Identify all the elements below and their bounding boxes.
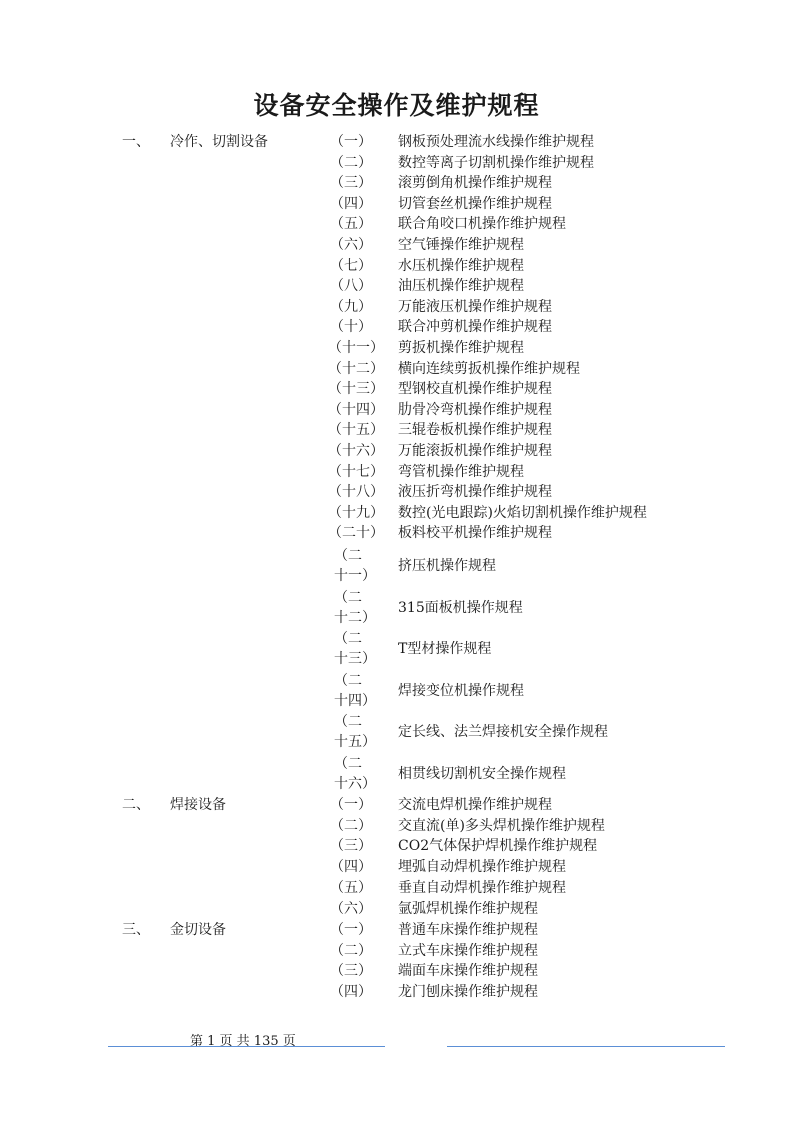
item-text: 数控等离子切割机操作维护规程 — [398, 154, 594, 171]
item-number: （四） — [330, 859, 372, 876]
item-text: 油压机操作维护规程 — [398, 278, 524, 295]
item-number: （二十一） — [334, 548, 376, 584]
item-text: 焊接变位机操作规程 — [398, 683, 524, 699]
item-number: （二） — [330, 942, 372, 959]
item-number: （二十六） — [334, 756, 376, 792]
item-text: 切管套丝机操作维护规程 — [398, 195, 552, 212]
item-text: 挤压机操作规程 — [398, 558, 496, 574]
item-text: 钢板预处理流水线操作维护规程 — [398, 134, 594, 150]
item-number: （二十三） — [334, 631, 376, 667]
footer-divider-right — [447, 1046, 725, 1047]
item-number: （二十） — [328, 525, 384, 542]
item-text: 联合角咬口机操作维护规程 — [398, 216, 566, 233]
section-label: 金切设备 — [170, 922, 226, 938]
item-number: （四） — [330, 195, 372, 212]
item-text: T型材操作规程 — [398, 641, 492, 657]
item-number: （二十五） — [334, 714, 376, 750]
page-title: 设备安全操作及维护规程 — [253, 91, 540, 120]
item-text: 空气锤操作维护规程 — [398, 237, 524, 253]
item-text: 交流电焊机操作维护规程 — [398, 797, 552, 813]
item-text: 万能滚扳机操作维护规程 — [398, 443, 552, 459]
item-number: （三） — [330, 838, 372, 855]
item-text: 联合冲剪机操作维护规程 — [398, 319, 552, 336]
item-text: 端面车床操作维护规程 — [398, 963, 538, 980]
section-number: 二、 — [122, 797, 150, 813]
item-text: 弯管机操作维护规程 — [398, 463, 524, 480]
item-number: （十二） — [328, 360, 384, 377]
item-number: （十八） — [328, 484, 384, 501]
section-number: 一、 — [122, 134, 150, 150]
item-number: （十六） — [328, 443, 384, 459]
item-number: （十七） — [328, 463, 384, 480]
item-number: （六） — [330, 900, 372, 917]
item-text: 交直流(单)多头焊机操作维护规程 — [398, 817, 605, 834]
item-text: 龙门刨床操作维护规程 — [398, 984, 538, 1001]
item-number: （十） — [330, 319, 372, 336]
item-number: （十九） — [328, 504, 384, 521]
item-number: （五） — [330, 216, 372, 233]
section-label: 焊接设备 — [170, 797, 226, 813]
item-number: （一） — [330, 922, 372, 938]
item-text: 液压折弯机操作维护规程 — [398, 484, 552, 501]
item-number: （五） — [330, 879, 372, 896]
section-number: 三、 — [122, 922, 150, 938]
item-text: CO2气体保护焊机操作维护规程 — [398, 838, 598, 855]
item-text: 普通车床操作维护规程 — [398, 922, 538, 938]
item-number: （十一） — [328, 340, 384, 356]
item-number: （十五） — [328, 422, 384, 439]
item-text: 型钢校直机操作维护规程 — [398, 381, 552, 398]
item-number: （二） — [330, 154, 372, 171]
item-text: 肋骨冷弯机操作维护规程 — [398, 401, 552, 418]
item-text: 横向连续剪扳机操作维护规程 — [398, 360, 580, 377]
item-text: 定长线、法兰焊接机安全操作规程 — [398, 724, 608, 740]
item-number: （八） — [330, 278, 372, 295]
item-number: （三） — [330, 175, 372, 192]
item-text: 水压机操作维护规程 — [398, 257, 524, 274]
item-number: （九） — [330, 298, 372, 315]
section-label: 冷作、切割设备 — [170, 134, 268, 150]
item-text: 立式车床操作维护规程 — [398, 942, 538, 959]
item-number: （七） — [330, 257, 372, 274]
item-number: （十三） — [328, 381, 384, 398]
page-number: 第 1 页 共 135 页 — [190, 1034, 296, 1049]
item-number: （一） — [330, 797, 372, 813]
footer-divider-left — [108, 1046, 385, 1047]
item-number: （二十四） — [334, 673, 376, 709]
item-text: 三辊卷板机操作维护规程 — [398, 422, 552, 439]
item-text: 315面板机操作规程 — [398, 600, 523, 616]
item-number: （十四） — [328, 401, 384, 418]
item-number: （六） — [330, 237, 372, 253]
item-text: 氩弧焊机操作维护规程 — [398, 900, 538, 917]
item-text: 万能液压机操作维护规程 — [398, 298, 552, 315]
item-number: （二） — [330, 817, 372, 834]
item-number: （三） — [330, 963, 372, 980]
item-text: 数控(光电跟踪)火焰切割机操作维护规程 — [398, 504, 647, 521]
item-text: 埋弧自动焊机操作维护规程 — [398, 859, 566, 876]
item-text: 板料校平机操作维护规程 — [398, 525, 552, 542]
item-number: （一） — [330, 134, 372, 150]
item-number: （二十二） — [334, 590, 376, 626]
item-text: 滚剪倒角机操作维护规程 — [398, 175, 552, 192]
item-text: 剪扳机操作维护规程 — [398, 340, 524, 356]
item-number: （四） — [330, 984, 372, 1001]
item-text: 相贯线切割机安全操作规程 — [398, 766, 566, 782]
item-text: 垂直自动焊机操作维护规程 — [398, 879, 566, 896]
